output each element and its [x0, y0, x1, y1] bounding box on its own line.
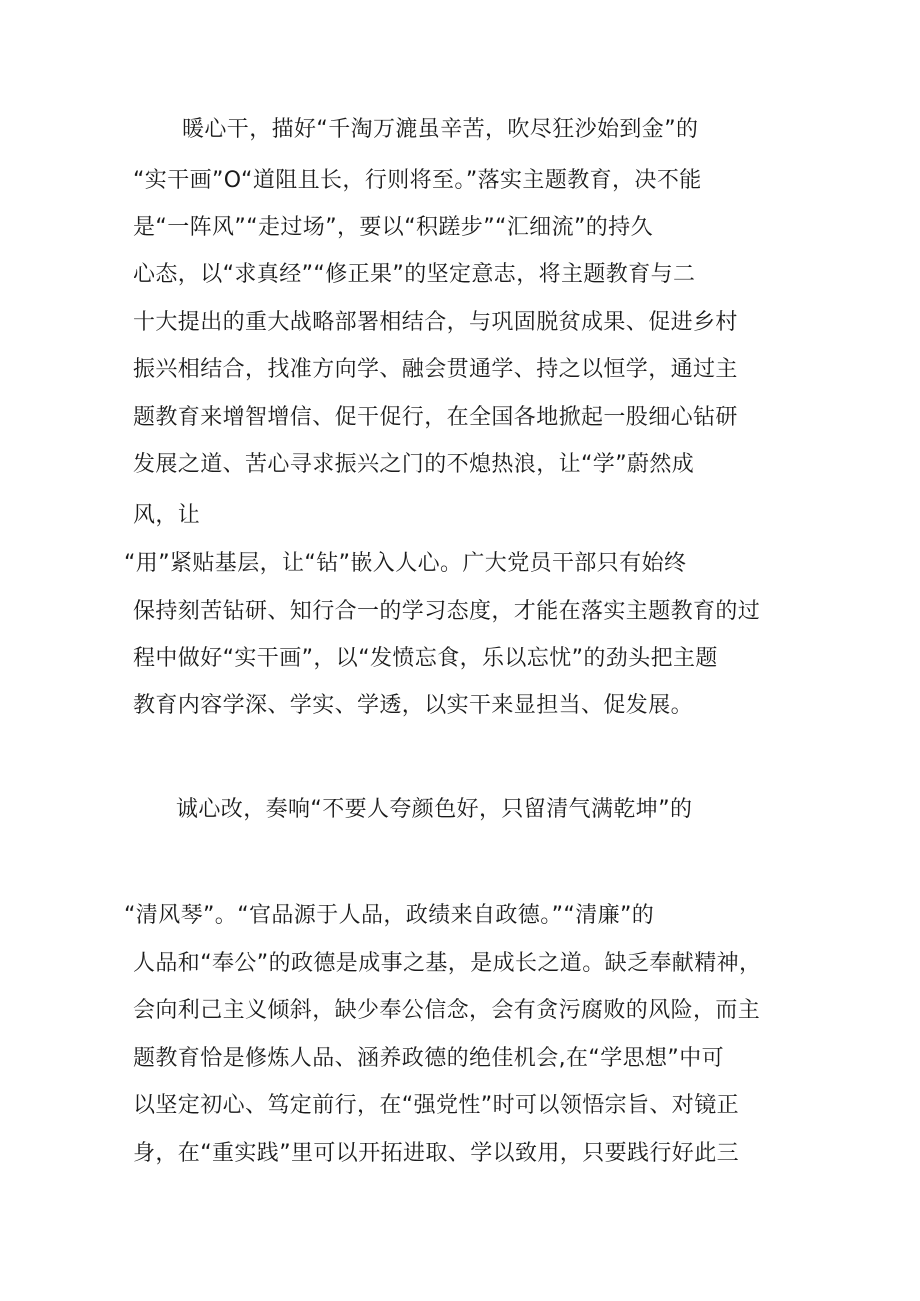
paragraph-1-line-12: 程中做好“实干画”，以“发愤忘食，乐以忘忧”的劲头把主题 — [133, 646, 718, 671]
paragraph-2-line-1: 诚心改，奏响“不要人夸颜色好，只留清气满乾坤”的 — [176, 797, 693, 822]
paragraph-1-line-4: 心态，以“求真经”“修正果”的坚定意志，将主题教育与二 — [133, 262, 696, 287]
paragraph-2-line-7: 身，在“重实践”里可以开拓进取、学以致用，只要践行好此三 — [133, 1141, 739, 1166]
paragraph-2-line-5: 题教育恰是修炼人品、涵养政德的绝佳机会,在“学思想”中可 — [133, 1046, 724, 1071]
paragraph-1-line-10: “用”紧贴基层，让“钻”嵌入人心。广大党员干部只有始终 — [124, 551, 687, 576]
paragraph-1-line-11: 保持刻苦钻研、知行合一的学习态度，才能在落实主题教育的过 — [133, 599, 761, 624]
paragraph-1-line-5: 十大提出的重大战略部署相结合，与巩固脱贫成果、促进乡村 — [133, 310, 738, 335]
paragraph-1-line-8: 发展之道、苦心寻求振兴之门的不熄热浪，让“学”蔚然成 — [133, 452, 695, 477]
paragraph-2-line-4: 会向利己主义倾斜，缺少奉公信念，会有贪污腐败的风险，而主 — [133, 998, 761, 1023]
paragraph-1-line-7: 题教育来增智增信、促干促行，在全国各地掀起一股细心钻研 — [133, 405, 738, 430]
paragraph-1-line-9: 风，让 — [133, 503, 201, 528]
paragraph-2-line-2: “清风琴”。“官品源于人品，政绩来自政德。”“清廉”的 — [124, 903, 655, 928]
paragraph-1-line-2: “实干画”O“道阻且长，行则将至。”落实主题教育，决不能 — [133, 168, 702, 193]
paragraph-1-line-13: 教育内容学深、学实、学透，以实干来显担当、促发展。 — [133, 693, 694, 718]
paragraph-2-line-3: 人品和“奉公”的政德是成事之基，是成长之道。缺乏奉献精神， — [133, 951, 762, 976]
paragraph-1-line-3: 是“一阵风”“走过场”，要以“积蹉步”“汇细流”的持久 — [133, 215, 653, 240]
paragraph-1-line-6: 振兴相结合，找准方向学、融会贯通学、持之以恒学，通过主 — [133, 357, 738, 382]
paragraph-2-line-6: 以坚定初心、笃定前行，在“强党性”时可以领悟宗旨、对镜正 — [133, 1093, 739, 1118]
paragraph-1-line-1: 暖心干，描好“千淘万漉虽辛苦，吹尽狂沙始到金”的 — [182, 117, 699, 142]
